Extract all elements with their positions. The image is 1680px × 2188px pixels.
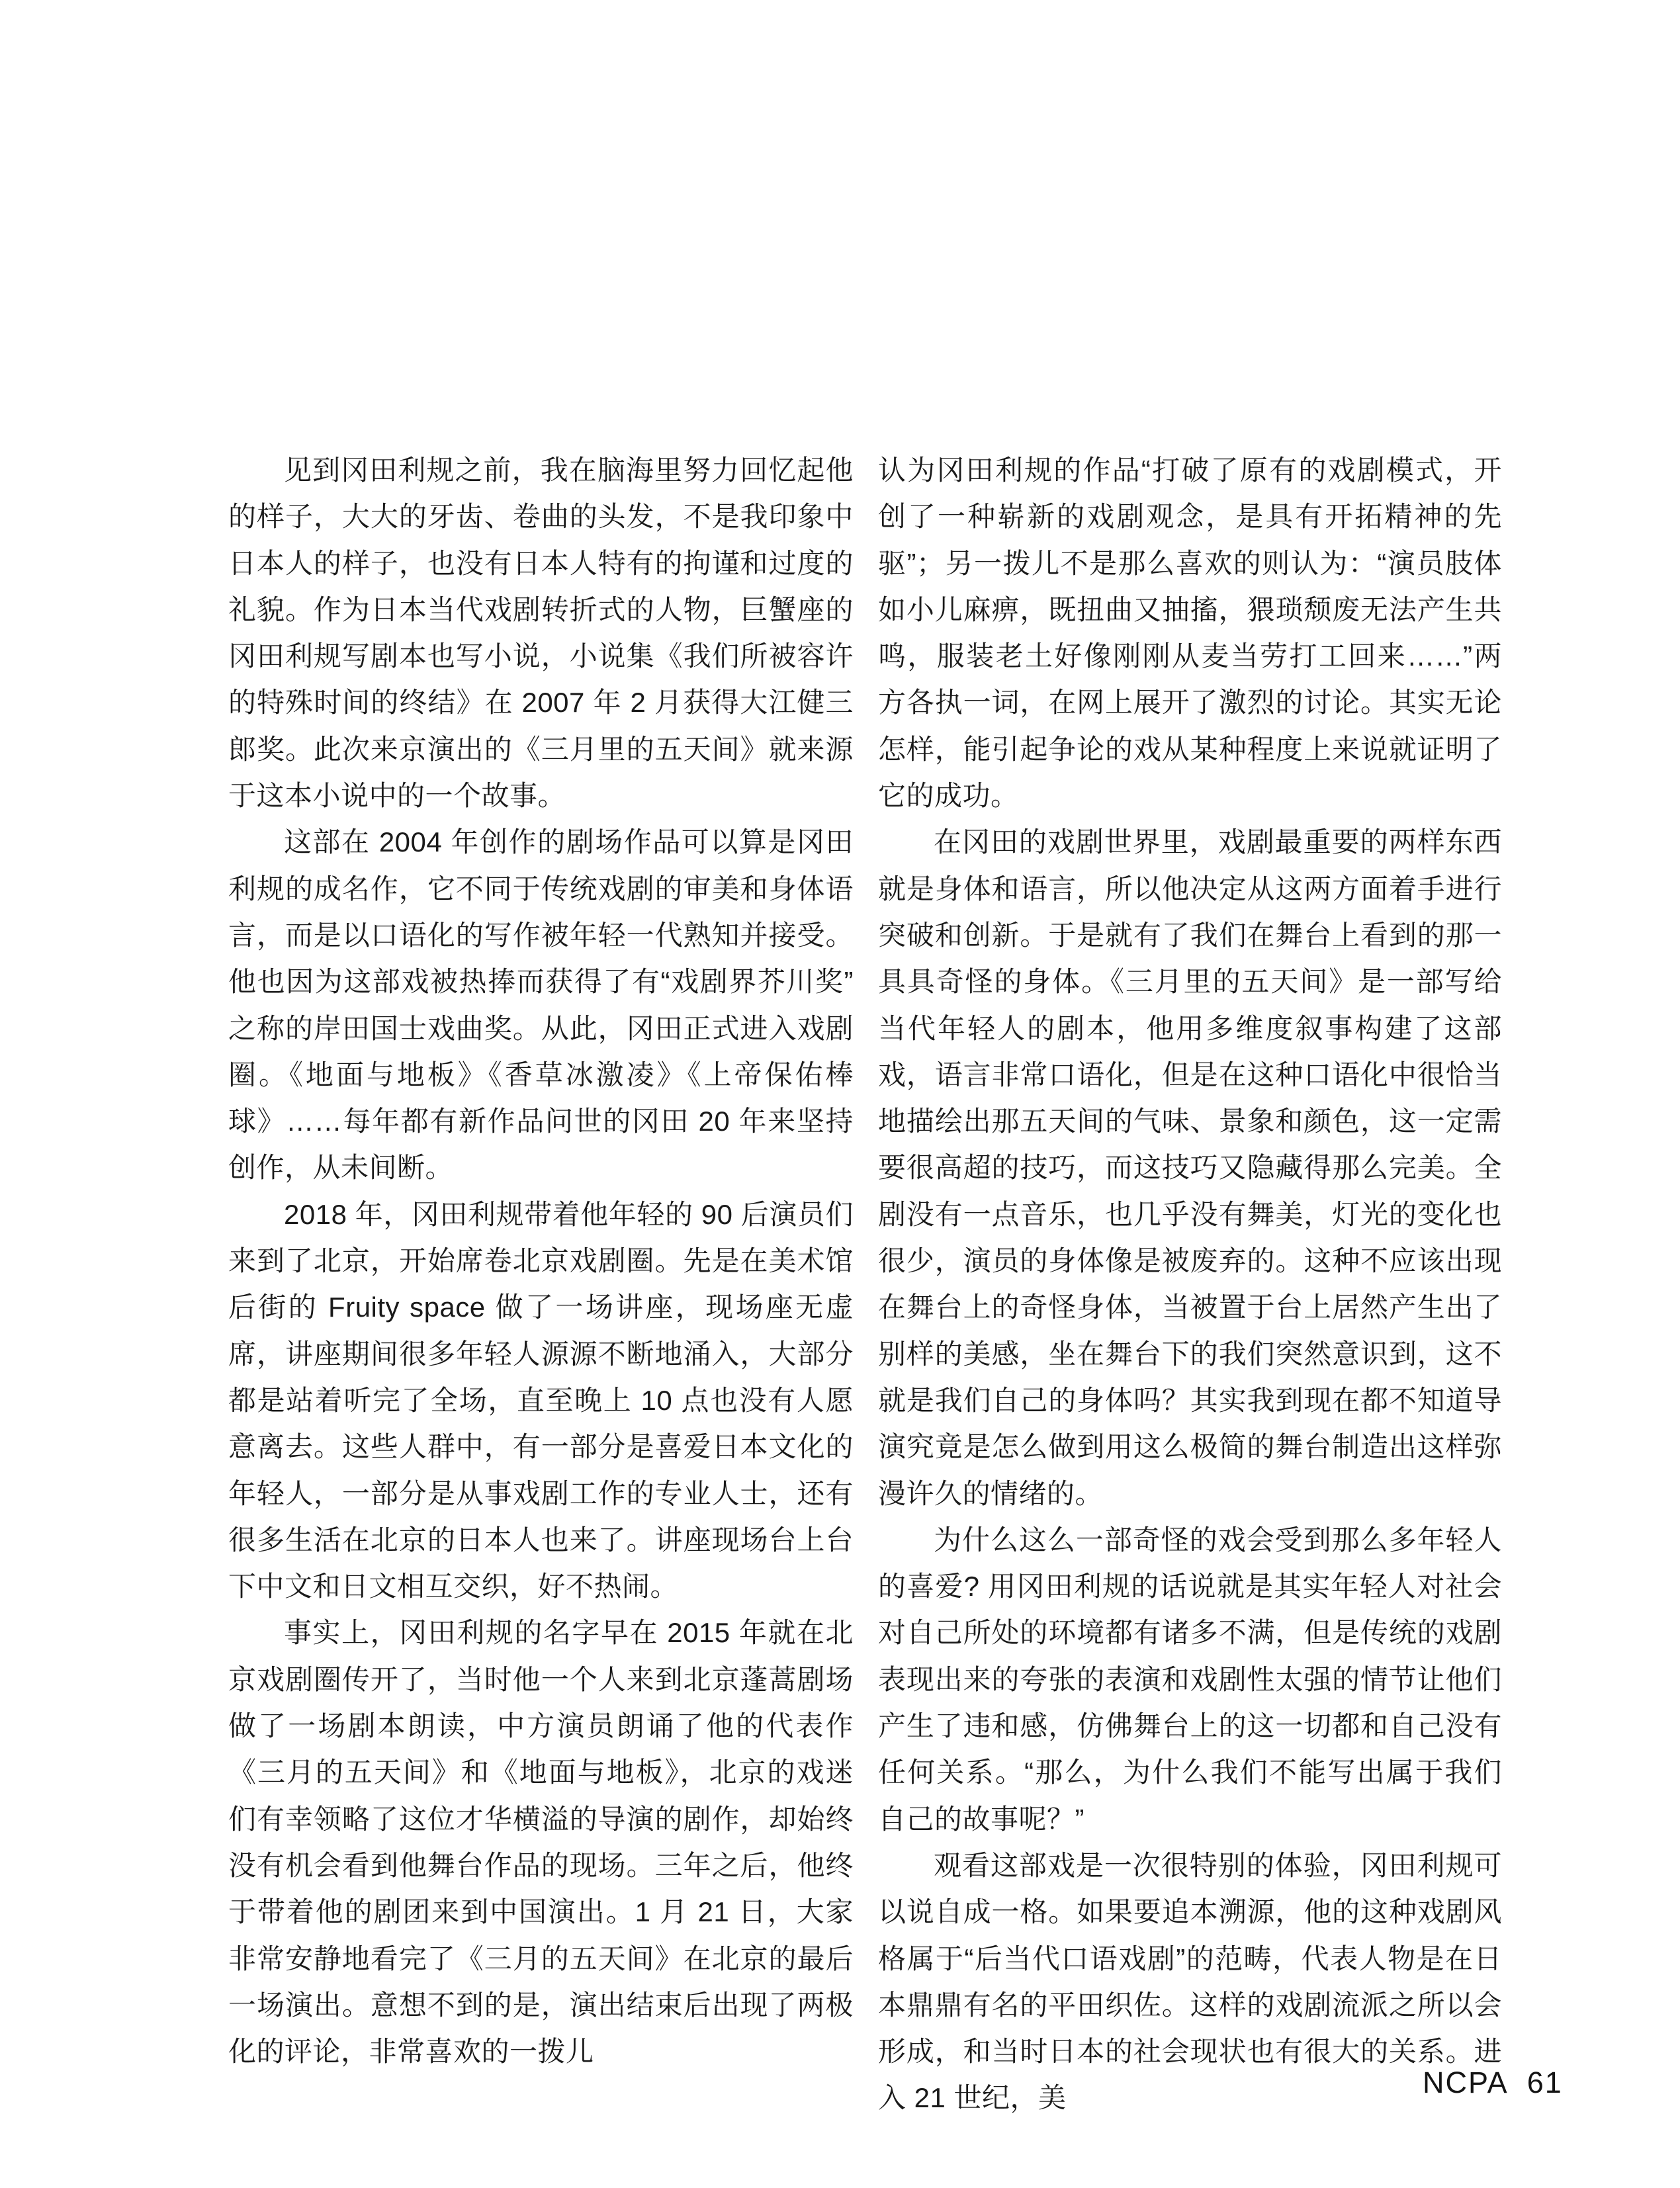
article-paragraph-continuation: 认为冈田利规的作品“打破了原有的戏剧模式，开创了一种崭新的戏剧观念，是具有开拓精神的先驱”；另一拨儿不是那么喜欢的则认为：“演员肢体如小儿麻痹，既扭曲又抽搐，猥琐颓废无法产生共鸣，服装老土好像刚刚从麦当劳打工回来……”两方各执一词，在网上展开了激烈的讨论。其实无论怎样，能引起争论的戏从某种程度上来说就证明了它的成功。 (878, 455, 1502, 812)
page-label: NCPA 61 (1423, 2066, 1563, 2099)
article-paragraph: 观看这部戏是一次很特别的体验，冈田利规可以说自成一格。如果要追本溯源，他的这种戏剧风格属于“后当代口语戏剧”的范畴，代表人物是在日本鼎鼎有名的平田织佐。这样的戏剧流派之所以会形成，和当时日本的社会现状也有很大的关系。进入 21 世纪，美 (878, 1849, 1502, 2114)
article-paragraph: 见到冈田利规之前，我在脑海里努力回忆起他的样子，大大的牙齿、卷曲的头发，不是我印象中日本人的样子，也没有日本人特有的拘谨和过度的礼貌。作为日本当代戏剧转折式的人物，巨蟹座的冈田利规写剧本也写小说，小说集《我们所被容许的特殊时间的终结》在 2007 年 2 月获得大江健三郎奖。此次来京演出的《三月里的五天间》就来源于这本小说中的一个故事。 (228, 455, 854, 812)
article-paragraph: 在冈田的戏剧世界里，戏剧最重要的两样东西就是身体和语言，所以他决定从这两方面着手进行突破和创新。于是就有了我们在舞台上看到的那一具具奇怪的身体。《三月里的五天间》是一部写给当代年轻人的剧本，他用多维度叙事构建了这部戏，语言非常口语化，但是在这种口语化中很恰当地描绘出那五天间的气味、景象和颜色，这一定需要很高超的技巧，而这技巧又隐藏得那么完美。全剧没有一点音乐，也几乎没有舞美，灯光的变化也很少，演员的身体像是被废弃的。这种不应该出现在舞台上的奇怪身体，当被置于台上居然产生出了别样的美感，坐在舞台下的我们突然意识到，这不就是我们自己的身体吗？其实我到现在都不知道导演究竟是怎么做到用这么极简的舞台制造出这样弥漫许久的情绪的。 (878, 826, 1502, 1509)
article-column-right (878, 447, 1502, 2122)
article-paragraph: 这部在 2004 年创作的剧场作品可以算是冈田利规的成名作，它不同于传统戏剧的审美和身体语言，而是以口语化的写作被年轻一代熟知并接受。他也因为这部戏被热捧而获得了有“戏剧界芥川奖”之称的岸田国士戏曲奖。从此，冈田正式进入戏剧圈。《地面与地板》《香草冰激凌》《上帝保佑棒球》……每年都有新作品问世的冈田 20 年来坚持创作，从未间断。 (228, 826, 854, 1184)
article-paragraph: 2018 年，冈田利规带着他年轻的 90 后演员们来到了北京，开始席卷北京戏剧圈。先是在美术馆后街的 Fruity space 做了一场讲座，现场座无虚席，讲座期间很多年轻人源源不断地涌入，大部分都是站着听完了全场，直至晚上 10 点也没有人愿意离去。这些人群中，有一部分是喜爱日本文化的年轻人，一部分是从事戏剧工作的专业人士，还有很多生活在北京的日本人也来了。讲座现场台上台下中文和日文相互交织，好不热闹。 (228, 1198, 854, 1602)
article-column-left (228, 447, 854, 2075)
article-paragraph: 为什么这么一部奇怪的戏会受到那么多年轻人的喜爱? 用冈田利规的话说就是其实年轻人对社会对自己所处的环境都有诸多不满，但是传统的戏剧表现出来的夸张的表演和戏剧性太强的情节让他们产生了违和感，仿佛舞台上的这一切都和自己没有任何关系。“那么，为什么我们不能写出属于我们自己的故事呢？” (878, 1524, 1502, 1835)
article-paragraph: 事实上，冈田利规的名字早在 2015 年就在北京戏剧圈传开了，当时他一个人来到北京蓬蒿剧场做了一场剧本朗读，中方演员朗诵了他的代表作《三月的五天间》和《地面与地板》，北京的戏迷们有幸领略了这位才华横溢的导演的剧作，却始终没有机会看到他舞台作品的现场。三年之后，他终于带着他的剧团来到中国演出。1 月 21 日，大家非常安静地看完了《三月的五天间》在北京的最后一场演出。意想不到的是，演出结束后出现了两极化的评论，非常喜欢的一拨儿 (228, 1617, 854, 2068)
